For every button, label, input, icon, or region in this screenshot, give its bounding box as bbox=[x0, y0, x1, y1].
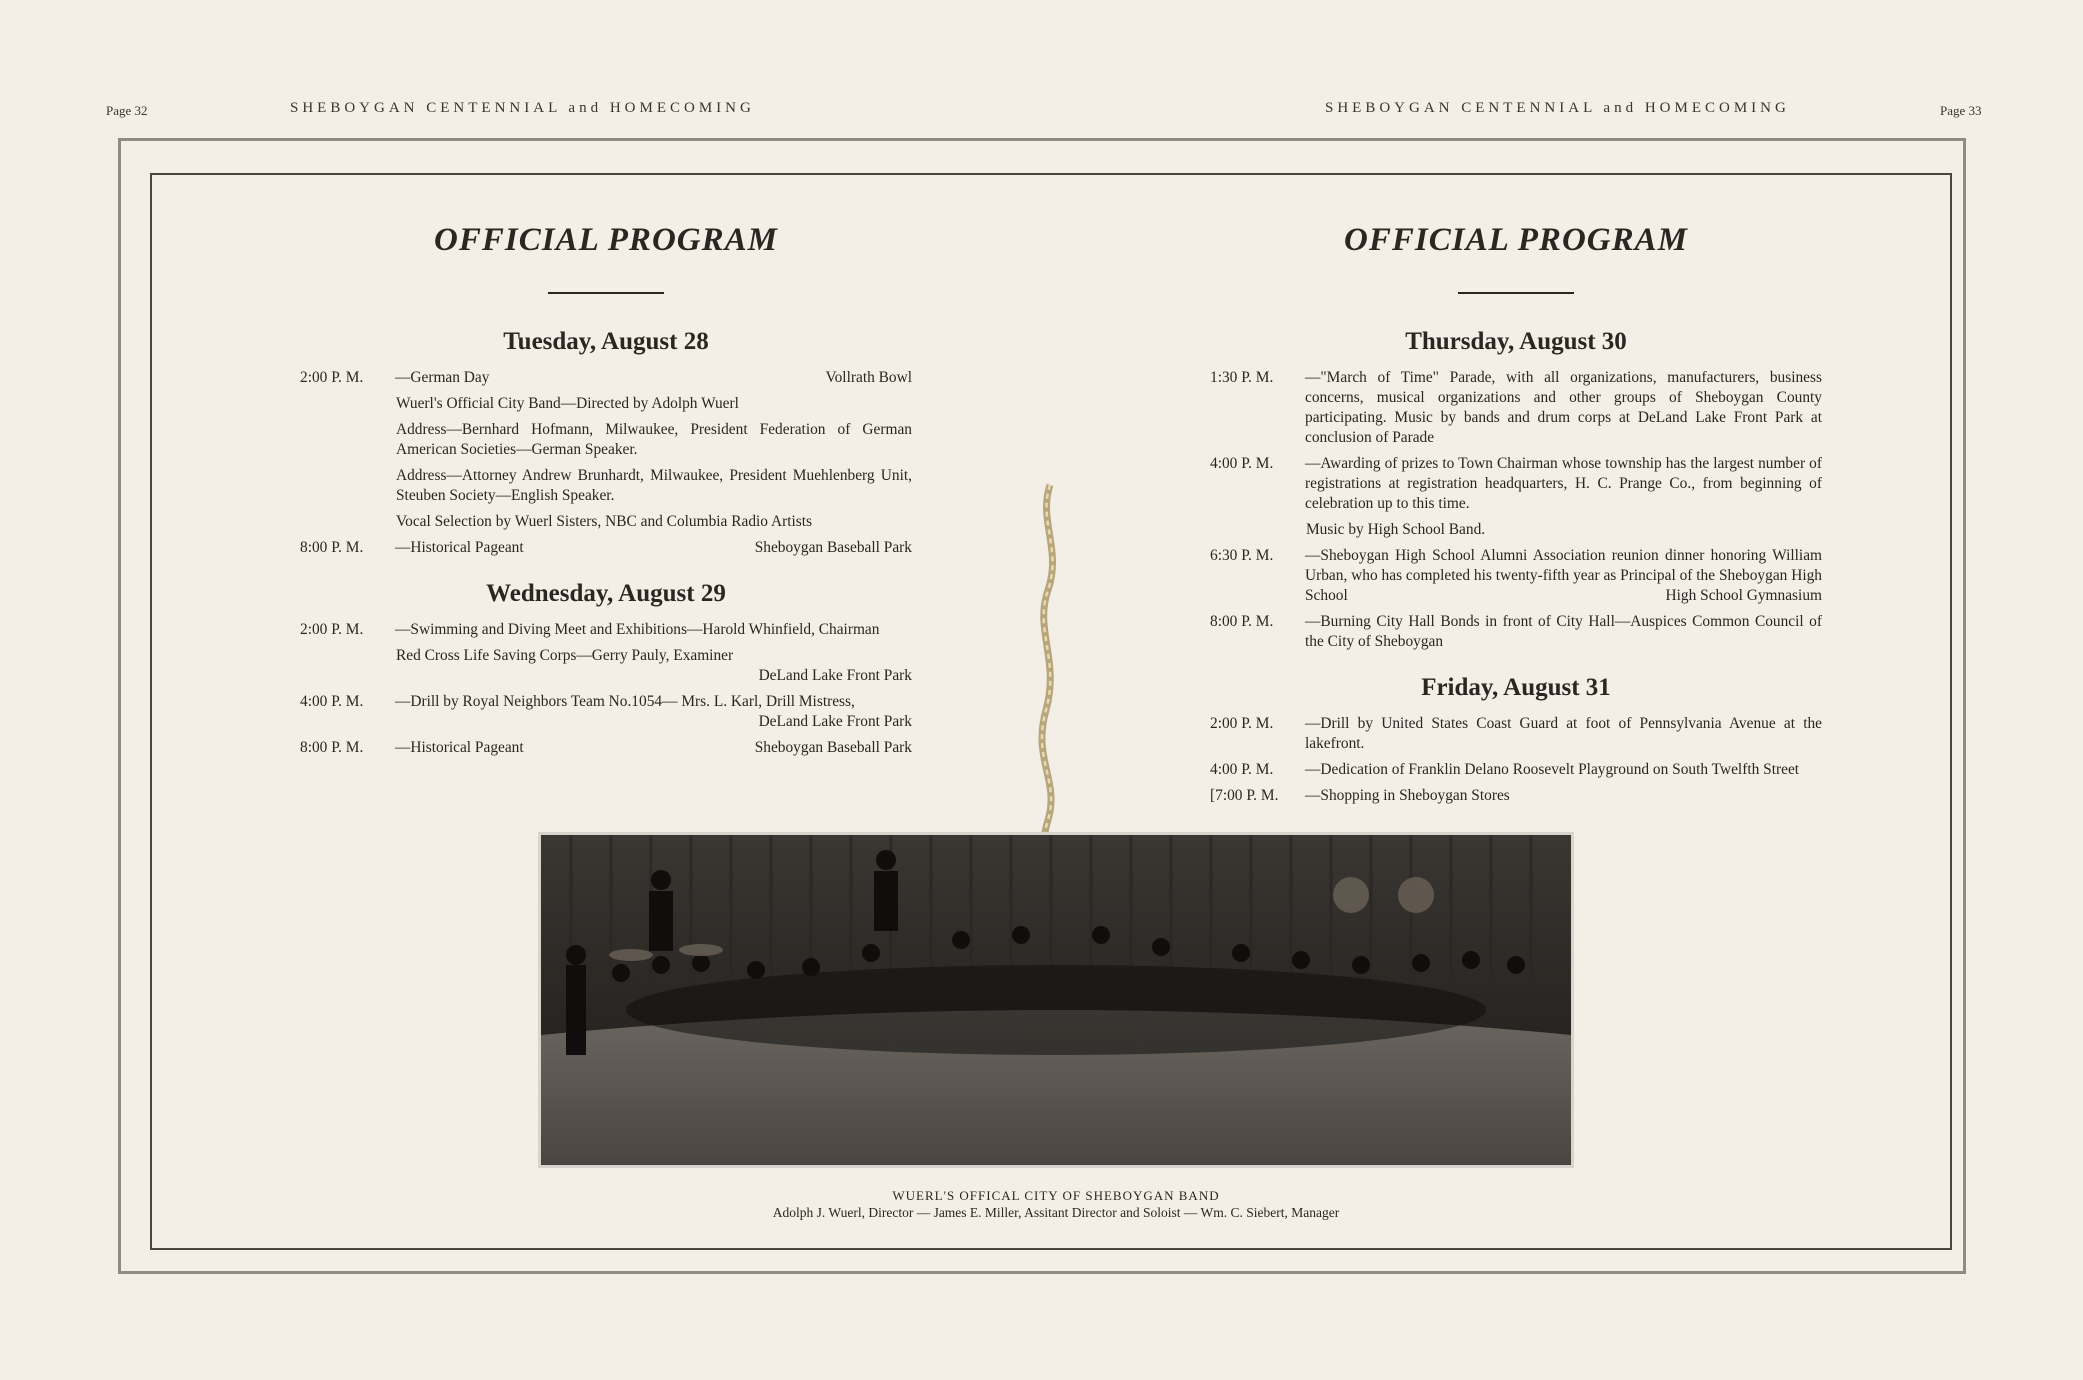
entry-time: 2:00 P. M. bbox=[1210, 715, 1274, 732]
entry-text: —Burning City Hall Bonds in front of City Hall—Auspices Common Council of the City of Sheboygan bbox=[1305, 613, 1822, 650]
program-entry bbox=[1210, 714, 1822, 754]
entry-time: 4:00 P. M. bbox=[1210, 761, 1274, 778]
program-entry bbox=[1210, 612, 1822, 652]
day-heading-tuesday: Tuesday, August 28 bbox=[503, 328, 709, 355]
entry-time: 8:00 P. M. bbox=[300, 739, 364, 756]
program-entry bbox=[300, 738, 912, 758]
right-page-number: Page 33 bbox=[1940, 103, 1982, 118]
entry-text: —Dedication of Franklin Delano Roosevelt Playground on South Twelfth Street bbox=[1305, 761, 1800, 778]
entry-place: DeLand Lake Front Park bbox=[758, 713, 912, 730]
program-entry bbox=[1210, 454, 1822, 514]
entry-text: —Swimming and Diving Meet and Exhibitions—Harold Whinfield, Chairman bbox=[395, 621, 880, 638]
entry-text: —Shopping in Sheboygan Stores bbox=[1305, 787, 1510, 804]
left-page-number: Page 32 bbox=[106, 103, 148, 118]
photo-caption-credits: Adolph J. Wuerl, Director — James E. Miller, Assitant Director and Soloist — Wm. C. Siebert, Manager bbox=[772, 1205, 1340, 1220]
left-program-title: OFFICIAL PROGRAM bbox=[434, 222, 778, 258]
left-program-column bbox=[300, 210, 912, 764]
entry-text: —Awarding of prizes to Town Chairman whose township has the largest number of registrations at registration headquarters, H. C. Prange Co., from beginning of celebration up to this time. bbox=[1305, 455, 1822, 512]
right-program-column bbox=[1210, 210, 1822, 812]
photo-caption-title: WUERL'S OFFICAL CITY OF SHEBOYGAN BAND bbox=[892, 1188, 1220, 1203]
entry-detail: Vocal Selection by Wuerl Sisters, NBC and Columbia Radio Artists bbox=[396, 513, 813, 530]
entry-text: —"March of Time" Parade, with all organizations, manufacturers, business concerns, musical organizations and other groups of Sheboygan County participating. Music by bands and drum corps at DeLand Lake Front Park at conclusion of Parade bbox=[1305, 369, 1822, 446]
entry-time: 8:00 P. M. bbox=[1210, 613, 1274, 630]
entry-detail: Address—Bernhard Hofmann, Milwaukee, President Federation of German American Societies—German Speaker. bbox=[396, 421, 912, 458]
entry-place: High School Gymnasium bbox=[1665, 587, 1822, 604]
program-entry bbox=[300, 620, 912, 640]
day-heading-wednesday: Wednesday, August 29 bbox=[486, 580, 726, 607]
entry-time: [7:00 P. M. bbox=[1210, 787, 1279, 804]
entry-text: —Sheboygan High School Alumni Association reunion dinner honoring William Urban, who has completed his twenty-fifth year as Principal of the Sheboygan High School bbox=[1305, 547, 1822, 604]
binding-cord bbox=[1030, 480, 1070, 880]
entry-time: 1:30 P. M. bbox=[1210, 369, 1274, 386]
entry-detail bbox=[396, 646, 912, 686]
entry-time: 4:00 P. M. bbox=[1210, 455, 1274, 472]
entry-time: 2:00 P. M. bbox=[300, 369, 364, 386]
entry-place: Sheboygan Baseball Park bbox=[754, 739, 912, 756]
right-running-title: SHEBOYGAN CENTENNIAL and HOMECOMING bbox=[1325, 100, 1790, 116]
band-photograph bbox=[538, 832, 1574, 1168]
entry-time: 6:30 P. M. bbox=[1210, 547, 1274, 564]
program-entry bbox=[300, 538, 912, 558]
entry-time: 4:00 P. M. bbox=[300, 693, 364, 710]
entry-detail: Address—Attorney Andrew Brunhardt, Milwaukee, President Muehlenberg Unit, Steuben Society—English Speaker. bbox=[396, 467, 912, 504]
program-entry bbox=[300, 692, 912, 732]
entry-place: Vollrath Bowl bbox=[825, 369, 912, 386]
program-entry bbox=[1210, 546, 1822, 606]
entry-text: —Drill by United States Coast Guard at foot of Pennsylvania Avenue at the lakefront. bbox=[1305, 715, 1822, 752]
entry-text: —German Day bbox=[395, 369, 490, 386]
entry-detail: Music by High School Band. bbox=[1306, 521, 1486, 538]
entry-detail-text: Red Cross Life Saving Corps—Gerry Pauly, Examiner bbox=[396, 647, 734, 664]
right-program-title: OFFICIAL PROGRAM bbox=[1344, 222, 1688, 258]
day-heading-friday: Friday, August 31 bbox=[1421, 674, 1611, 701]
title-rule bbox=[1458, 292, 1574, 294]
entry-text: —Historical Pageant bbox=[395, 739, 524, 756]
entry-text: —Drill by Royal Neighbors Team No.1054— Mrs. L. Karl, Drill Mistress, bbox=[395, 693, 855, 710]
program-entry bbox=[1210, 760, 1822, 780]
entry-text: —Historical Pageant bbox=[395, 539, 524, 556]
entry-detail: Wuerl's Official City Band—Directed by Adolph Wuerl bbox=[396, 395, 739, 412]
program-entry bbox=[300, 368, 912, 388]
entry-time: 2:00 P. M. bbox=[300, 621, 364, 638]
program-entry bbox=[1210, 368, 1822, 448]
band-photo-image bbox=[541, 835, 1571, 1165]
day-heading-thursday: Thursday, August 30 bbox=[1405, 328, 1627, 355]
entry-place: DeLand Lake Front Park bbox=[758, 667, 912, 684]
entry-time: 8:00 P. M. bbox=[300, 539, 364, 556]
left-running-title: SHEBOYGAN CENTENNIAL and HOMECOMING bbox=[290, 100, 755, 116]
entry-place: Sheboygan Baseball Park bbox=[754, 539, 912, 556]
title-rule bbox=[548, 292, 664, 294]
program-entry bbox=[1210, 786, 1822, 806]
